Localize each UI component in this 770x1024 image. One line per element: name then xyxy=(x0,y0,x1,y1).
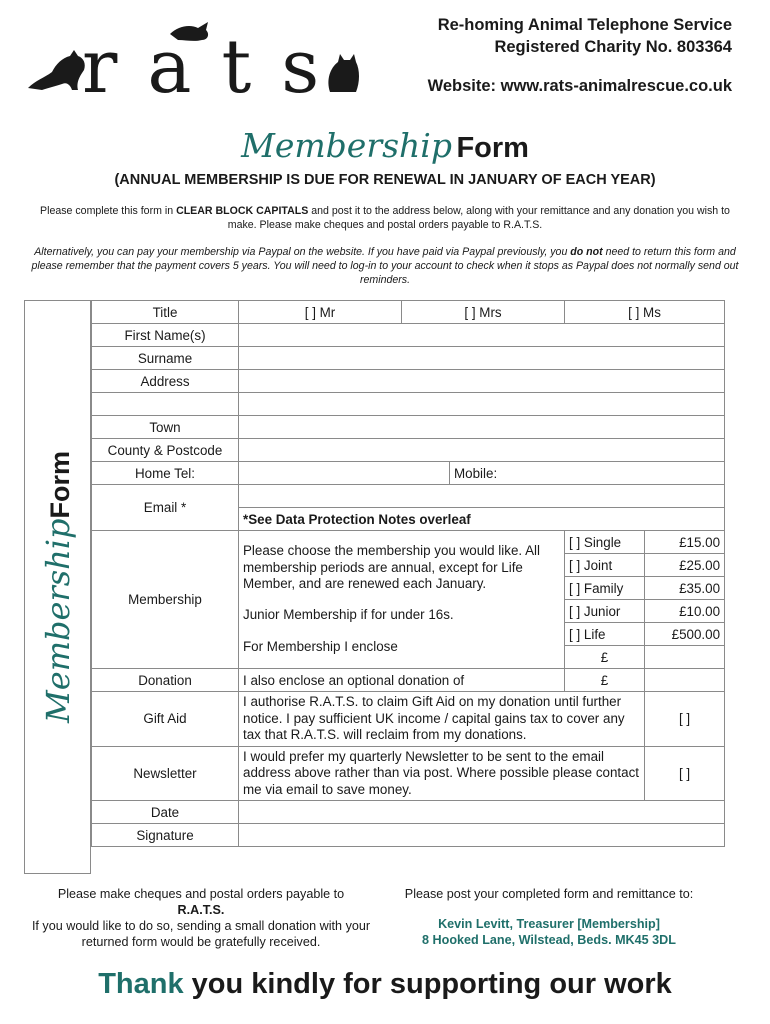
side-label-box xyxy=(24,300,91,874)
home-tel-label: Home Tel: xyxy=(92,462,239,485)
side-label-script: Membership xyxy=(38,518,77,724)
price-life: £500.00 xyxy=(645,623,725,646)
row-phone xyxy=(92,462,725,485)
thanks-rest: you kindly for supporting our work xyxy=(183,968,672,1000)
date-field[interactable] xyxy=(239,801,725,824)
thank-you-message xyxy=(0,968,770,1001)
option-joint[interactable]: [ ] Joint xyxy=(565,554,645,577)
footer-left-line-3: If you would like to do so, sending a small donation with your returned form would be gratefully received. xyxy=(31,919,371,949)
p1-bold: CLEAR BLOCK CAPITALS xyxy=(176,205,309,217)
email-label: Email * xyxy=(92,485,239,531)
newsletter-label: Newsletter xyxy=(92,746,239,801)
treasurer-name: Kevin Levitt, Treasurer [Membership] xyxy=(438,917,660,931)
email-field[interactable] xyxy=(239,485,725,508)
address-field-1[interactable] xyxy=(239,370,725,393)
row-donation xyxy=(92,669,725,692)
newsletter-text: I would prefer my quarterly Newsletter to be sent to the email address above rather than via post. Where possible please contact me via email to save money. xyxy=(239,746,645,801)
row-address xyxy=(92,370,725,393)
logo-wordmark: rats xyxy=(82,24,350,106)
address-label: Address xyxy=(92,370,239,393)
donation-text: I also enclose an optional donation of xyxy=(239,669,565,692)
row-title xyxy=(92,301,725,324)
row-email xyxy=(92,485,725,508)
membership-text-3: For Membership I enclose xyxy=(243,639,398,655)
row-address-2 xyxy=(92,393,725,416)
price-family: £35.00 xyxy=(645,577,725,600)
row-surname xyxy=(92,347,725,370)
renewal-notice: (ANNUAL MEMBERSHIP IS DUE FOR RENEWAL IN JANUARY OF EACH YEAR) xyxy=(114,172,656,188)
first-name-label: First Name(s) xyxy=(92,324,239,347)
title-word: Form xyxy=(456,132,529,164)
p2-pre: Alternatively, you can pay your membership via Paypal on the website. If you have paid via Paypal previously, you xyxy=(34,246,571,258)
title-label: Title xyxy=(92,301,239,324)
option-single[interactable]: [ ] Single xyxy=(565,531,645,554)
gift-aid-checkbox[interactable]: [ ] xyxy=(645,692,725,747)
page-title xyxy=(0,126,770,165)
donation-amount-field[interactable]: £ xyxy=(565,669,645,692)
price-joint: £25.00 xyxy=(645,554,725,577)
membership-amount-blank xyxy=(645,646,725,669)
signature-field[interactable] xyxy=(239,824,725,847)
rats-logo xyxy=(22,14,362,106)
row-town xyxy=(92,416,725,439)
thanks-highlight: Thank xyxy=(98,968,184,1000)
mobile-field[interactable] xyxy=(450,462,725,485)
surname-field[interactable] xyxy=(239,347,725,370)
town-field[interactable] xyxy=(239,416,725,439)
county-field[interactable] xyxy=(239,439,725,462)
side-label xyxy=(39,451,77,723)
data-protection-note: *See Data Protection Notes overleaf xyxy=(239,508,725,531)
membership-text-2: Junior Membership if for under 16s. xyxy=(243,606,454,622)
org-name: Re-homing Animal Telephone Service xyxy=(437,16,732,34)
address-field-2[interactable] xyxy=(239,393,725,416)
membership-amount-field[interactable]: £ xyxy=(565,646,645,669)
title-ms-option[interactable]: [ ] Ms xyxy=(565,301,725,324)
membership-form-table xyxy=(91,300,725,847)
address-label-blank xyxy=(92,393,239,416)
website: Website: www.rats-animalrescue.co.uk xyxy=(427,77,732,95)
option-junior[interactable]: [ ] Junior xyxy=(565,600,645,623)
option-life[interactable]: [ ] Life xyxy=(565,623,645,646)
row-newsletter xyxy=(92,746,725,801)
footer-left-line-2: R.A.T.S. xyxy=(177,903,225,917)
row-date xyxy=(92,801,725,824)
date-label: Date xyxy=(92,801,239,824)
row-signature xyxy=(92,824,725,847)
side-label-word: Form xyxy=(44,450,75,519)
p1-pre: Please complete this form in xyxy=(40,205,177,217)
row-membership-1 xyxy=(92,531,725,554)
footer-address-info xyxy=(384,886,714,948)
dog-icon xyxy=(28,50,85,90)
title-mrs-option[interactable]: [ ] Mrs xyxy=(402,301,565,324)
price-single: £15.00 xyxy=(645,531,725,554)
title-mr-option[interactable]: [ ] Mr xyxy=(239,301,402,324)
footer-left-line-1: Please make cheques and postal orders payable to xyxy=(57,887,345,901)
footer-payment-info xyxy=(22,886,380,950)
price-junior: £10.00 xyxy=(645,600,725,623)
donation-label: Donation xyxy=(92,669,239,692)
gift-aid-text: I authorise R.A.T.S. to claim Gift Aid on my donation until further notice. I pay sufficient UK income / capital gains tax to cover any tax that R.A.T.S. will reclaim from my donations. xyxy=(239,692,645,747)
home-tel-field[interactable] xyxy=(239,462,450,485)
membership-label: Membership xyxy=(92,531,239,669)
newsletter-checkbox[interactable]: [ ] xyxy=(645,746,725,801)
membership-description xyxy=(239,531,565,669)
mobile-label: Mobile: xyxy=(454,465,498,481)
instructions-paragraph-1 xyxy=(30,204,740,232)
gift-aid-label: Gift Aid xyxy=(92,692,239,747)
charity-number: Registered Charity No. 803364 xyxy=(494,38,732,56)
p2-post: need to return this form and please remember that the payment covers 5 years. You will need to log-in to your account to check when it stops as Paypal does not normally send out reminders. xyxy=(31,246,739,286)
surname-label: Surname xyxy=(92,347,239,370)
signature-label: Signature xyxy=(92,824,239,847)
treasurer-address: 8 Hooked Lane, Wilstead, Beds. MK45 3DL xyxy=(422,933,676,947)
instructions-paragraph-2 xyxy=(30,245,740,287)
donation-amount-blank xyxy=(645,669,725,692)
row-county xyxy=(92,439,725,462)
p2-bold: do not xyxy=(570,246,603,258)
footer-right-line-1: Please post your completed form and remittance to: xyxy=(404,887,694,901)
title-script: Membership xyxy=(241,126,452,165)
county-label: County & Postcode xyxy=(92,439,239,462)
town-label: Town xyxy=(92,416,239,439)
row-first-name xyxy=(92,324,725,347)
option-family[interactable]: [ ] Family xyxy=(565,577,645,600)
p1-post: and post it to the address below, along with your remittance and any donation you wish to make. Please make cheques and postal orders payable to R.A.T.S. xyxy=(227,205,730,231)
row-gift-aid xyxy=(92,692,725,747)
first-name-field[interactable] xyxy=(239,324,725,347)
membership-text-1: Please choose the membership you would like. All membership periods are annual, except for Life Member, and are renewed each January. xyxy=(243,543,540,592)
